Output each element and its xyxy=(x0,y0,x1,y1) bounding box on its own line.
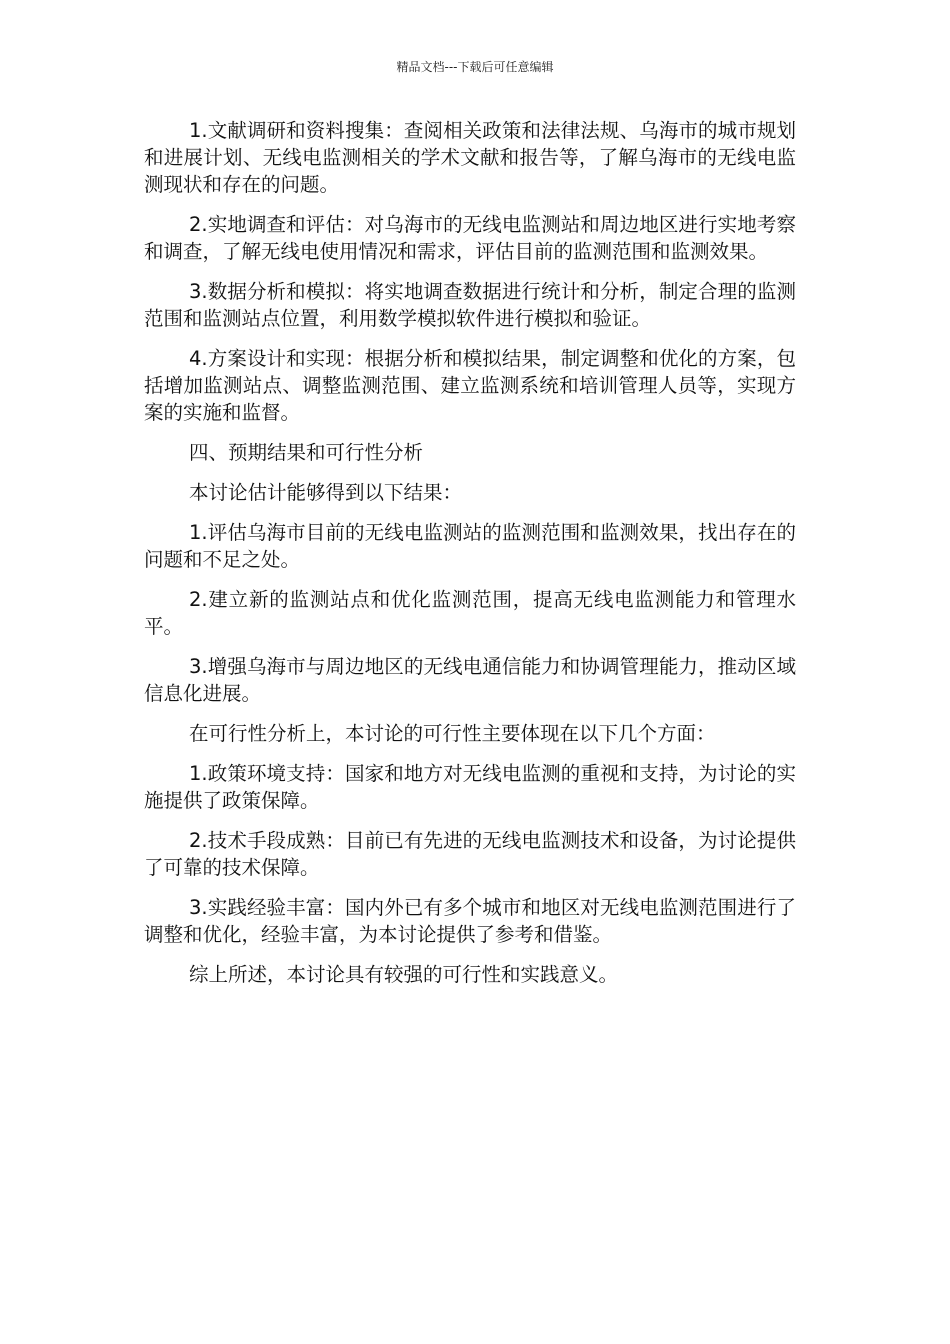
paragraph-result-1: 1.评估乌海市目前的无线电监测站的监测范围和监测效果，找出存在的问题和不足之处。 xyxy=(144,521,796,571)
paragraph-result-3: 3.增强乌海市与周边地区的无线电通信能力和协调管理能力，推动区域信息化进展。 xyxy=(144,655,796,705)
page-header: 精品文档---下载后可任意编辑 xyxy=(396,60,554,74)
paragraph-result-2: 2.建立新的监测站点和优化监测范围，提高无线电监测能力和管理水平。 xyxy=(144,588,796,638)
paragraph-results-intro: 本讨论估计能够得到以下结果： xyxy=(189,481,463,504)
paragraph-method-1: 1.文献调研和资料搜集：查阅相关政策和法律法规、乌海市的城市规划和进展计划、无线电监测相关的学术文献和报告等，了解乌海市的无线电监测现状和存在的问题。 xyxy=(144,119,796,196)
paragraph-feasibility-2: 2.技术手段成熟：目前已有先进的无线电监测技术和设备，为讨论提供了可靠的技术保障。 xyxy=(144,829,796,879)
document-body xyxy=(144,117,796,1001)
paragraph-method-4: 4.方案设计和实现：根据分析和模拟结果，制定调整和优化的方案，包括增加监测站点、调整监测范围、建立监测系统和培训管理人员等，实现方案的实施和监督。 xyxy=(144,347,796,424)
paragraph-feasibility-1: 1.政策环境支持：国家和地方对无线电监测的重视和支持，为讨论的实施提供了政策保障。 xyxy=(144,762,796,812)
paragraph-feasibility-intro: 在可行性分析上，本讨论的可行性主要体现在以下几个方面： xyxy=(189,722,716,745)
paragraph-method-2: 2.实地调查和评估：对乌海市的无线电监测站和周边地区进行实地考察和调查，了解无线电使用情况和需求，评估目前的监测范围和监测效果。 xyxy=(144,213,796,263)
paragraph-method-3: 3.数据分析和模拟：将实地调查数据进行统计和分析，制定合理的监测范围和监测站点位置，利用数学模拟软件进行模拟和验证。 xyxy=(144,280,796,330)
section-heading: 四、预期结果和可行性分析 xyxy=(189,441,424,464)
paragraph-conclusion: 综上所述，本讨论具有较强的可行性和实践意义。 xyxy=(189,963,619,986)
paragraph-feasibility-3: 3.实践经验丰富：国内外已有多个城市和地区对无线电监测范围进行了调整和优化，经验丰富，为本讨论提供了参考和借鉴。 xyxy=(144,896,796,946)
